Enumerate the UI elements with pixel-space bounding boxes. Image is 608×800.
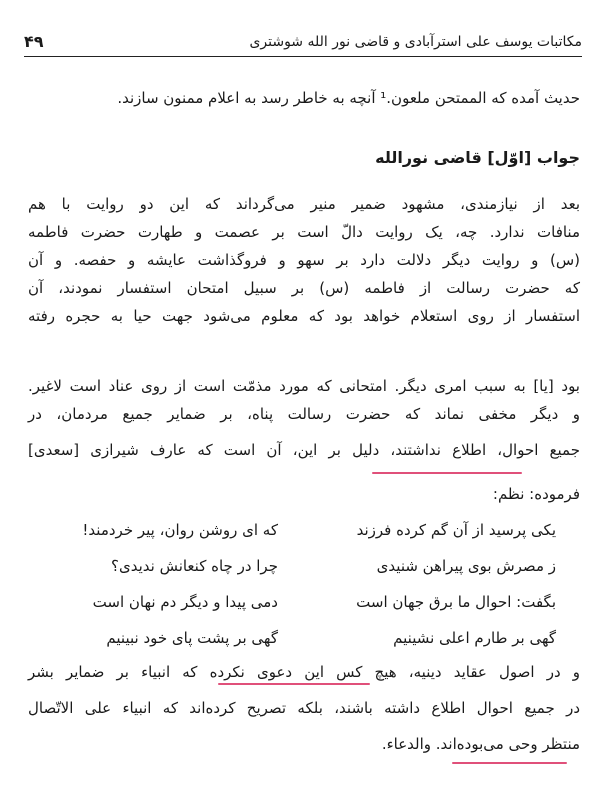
- paragraph-line-7: و دیگر مخفی نماند که حضرت رسالت پناه، بر ضمایر جمیع مردمان، در: [28, 405, 580, 423]
- poem-hemistich-right-3: بگفت: احوال ما برق جهان است: [356, 593, 556, 611]
- running-header: [24, 32, 582, 57]
- highlight-underline-2: [218, 683, 370, 685]
- paragraph-line-9: فرموده: نظم:: [492, 485, 580, 503]
- page-number: ۴۹: [24, 32, 44, 51]
- paragraph-line-3: (س) و روایت دیگر دلالت دارد بر سهو و فروگذاشت عایشه و حفصه. و آن: [28, 251, 580, 269]
- poem-hemistich-right-1: یکی پرسید از آن گم کرده فرزند: [356, 521, 556, 539]
- closing-line-1: و در اصول عقاید دینیه، هیچ کس این دعوی نکرده که انبیاء بر ضمایر بشر: [28, 663, 580, 681]
- running-title: مکاتبات یوسف علی استرآبادی و قاضی نور الله شوشتری: [249, 34, 582, 50]
- closing-line-3: منتظر وحی می‌بوده‌اند. والدعاء.: [381, 735, 580, 753]
- poem-hemistich-left-2: چرا در چاه کنعانش ندیدی؟: [111, 557, 278, 575]
- paragraph-line-6: بود [یا] به سبب امری دیگر. امتحانی که مورد مذمّت است از روی عناد است لاغیر.: [28, 377, 580, 395]
- paragraph-line-5: استفسار از روی استعلام خواهد بود که معلوم می‌شود جهت حیا به حجره رفته: [28, 307, 580, 325]
- poem-hemistich-left-3: دمی پیدا و دیگر دم نهان است: [92, 593, 278, 611]
- section-heading: جواب [اوّل] قاضی نورالله: [375, 148, 580, 167]
- poem-hemistich-left-1: که ای روشن روان، پیر خردمند!: [82, 521, 278, 539]
- intro-line: حدیث آمده که الممتحن ملعون.¹ آنچه به خاطر رسد به اعلام ممنون سازند.: [117, 89, 580, 107]
- paragraph-line-1: بعد از نیازمندی، مشهود ضمیر منیر می‌گرداند که این دو روایت با هم: [28, 195, 580, 213]
- poem-hemistich-left-4: گهی بر پشت پای خود نبینیم: [106, 629, 278, 647]
- poem-hemistich-right-2: ز مصرش بوی پیراهن شنیدی: [376, 557, 556, 575]
- highlight-underline-1: [372, 472, 522, 474]
- closing-line-2: در جمیع احوال اطلاع داشته باشند، بلکه تصریح کرده‌اند که انبیاء علی الاتّصال: [28, 699, 580, 717]
- paragraph-line-4: که حضرت رسالت از فاطمه (س) بر سبیل امتحان استفسار نمودند، آن: [28, 279, 580, 297]
- paragraph-line-8: جمیع احوال، اطلاع نداشتند، دلیل بر این، آن است که عارف شیرازی [سعدی]: [28, 441, 580, 459]
- highlight-underline-3: [452, 762, 567, 764]
- paragraph-line-2: منافات ندارد. چه، یک روایت دالّ است بر عصمت و طهارت حضرت فاطمه: [28, 223, 580, 241]
- poem-hemistich-right-4: گهی بر طارم اعلی نشینیم: [393, 629, 556, 647]
